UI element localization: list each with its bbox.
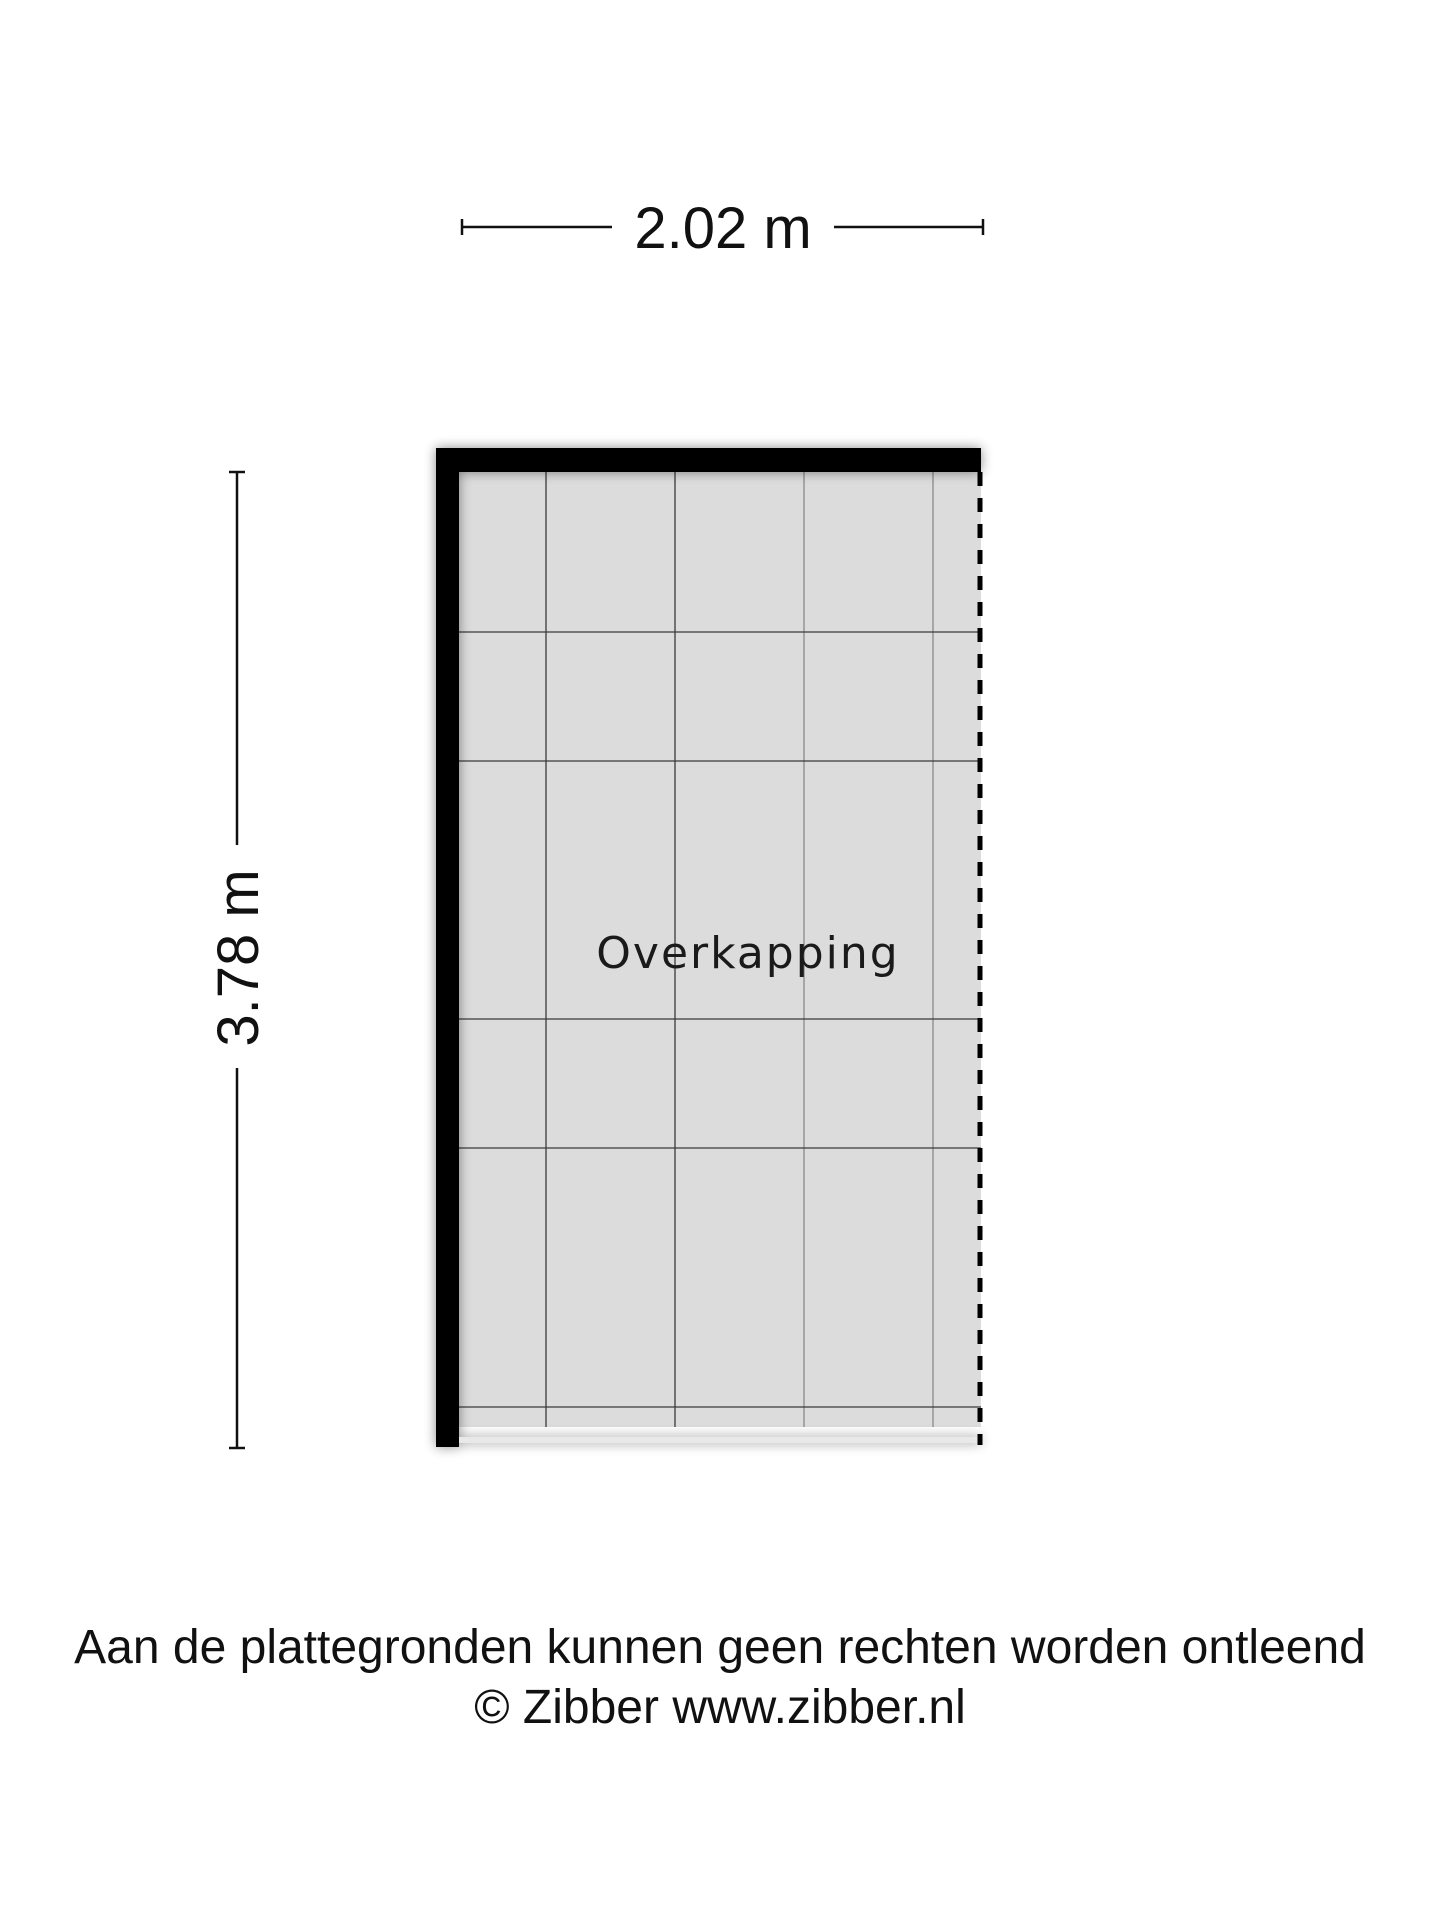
wall-left [436,448,459,1447]
footer-disclaimer: Aan de plattegronden kunnen geen rechten worden ontleend [74,1621,1366,1674]
wall-top [436,448,981,472]
room-overkapping [436,448,981,1447]
open-edge-bottom [459,1427,981,1437]
width-dimension-label: 2.02 m [634,196,812,261]
room-label: Overkapping [596,928,900,979]
wall-bottom-shadow [459,1437,981,1443]
height-dimension [206,472,271,1448]
footer-credit: © Zibber www.zibber.nl [474,1681,966,1734]
width-dimension [462,196,983,261]
height-dimension-label: 3.78 m [206,869,271,1047]
